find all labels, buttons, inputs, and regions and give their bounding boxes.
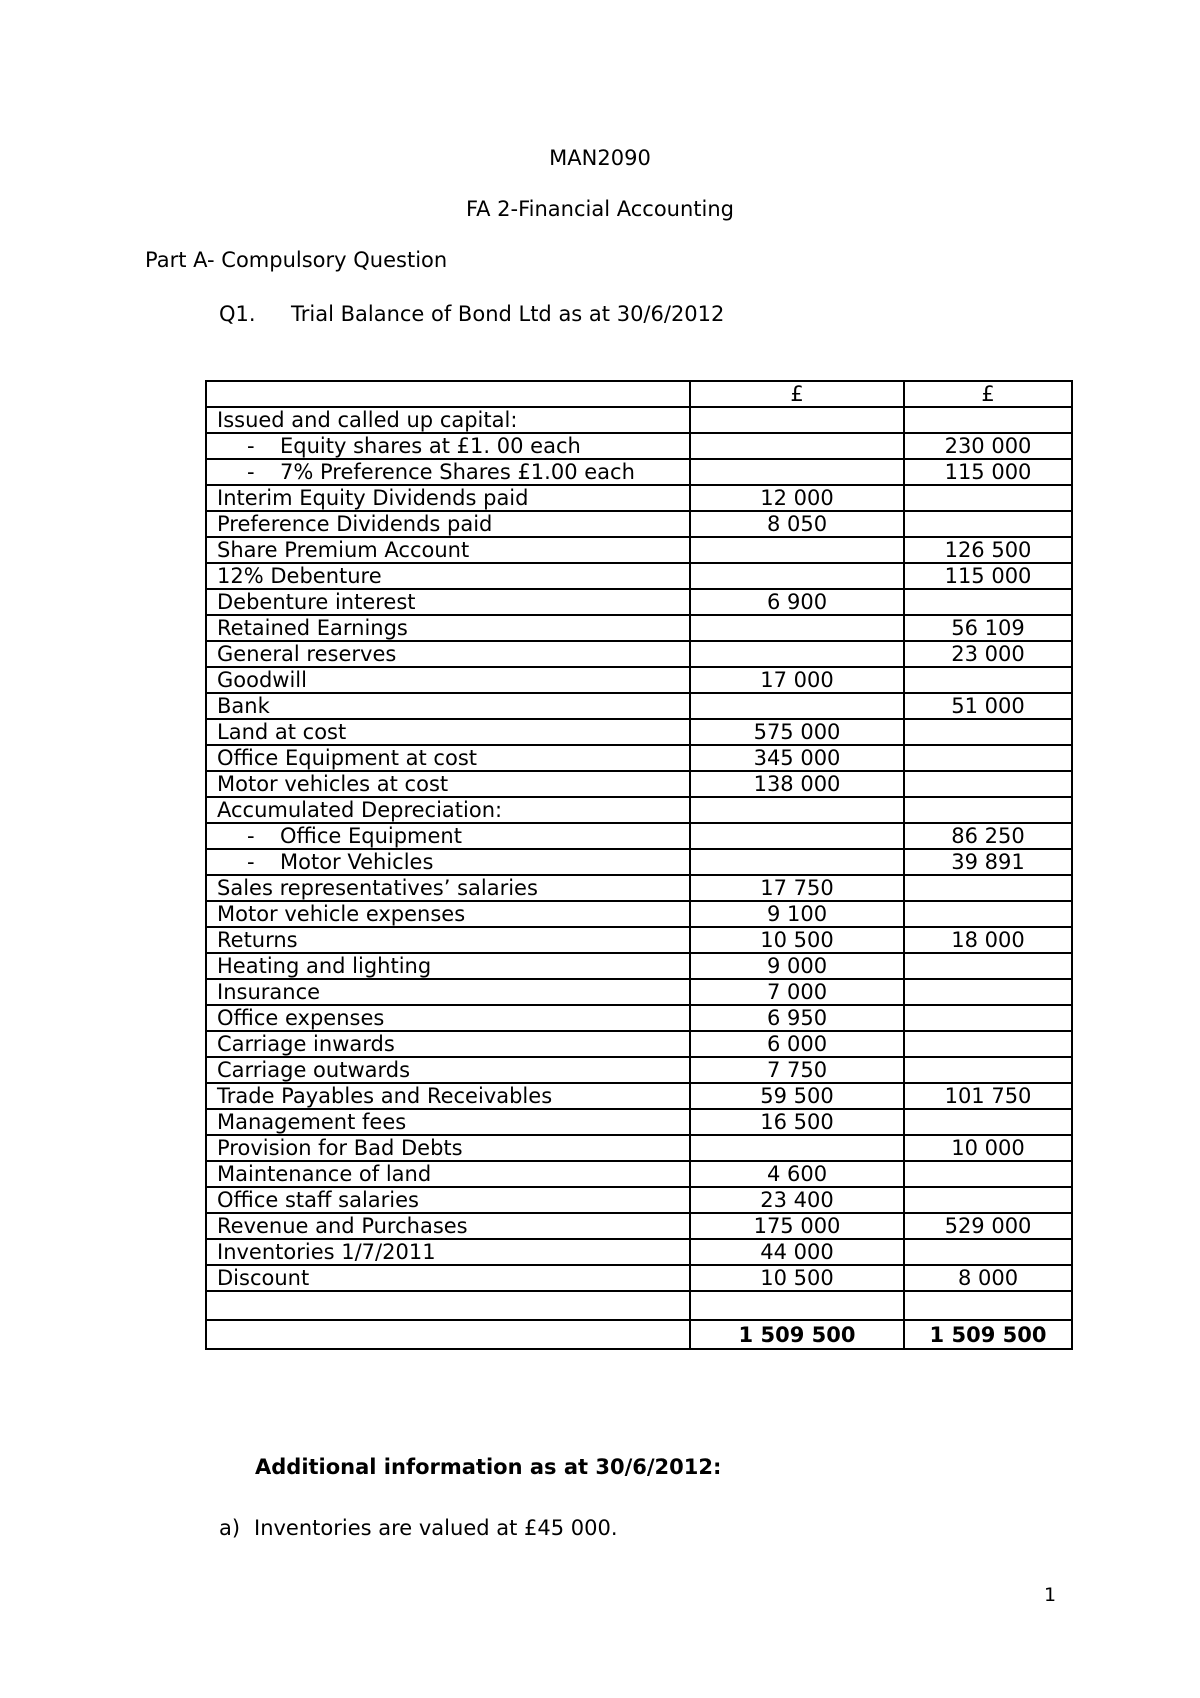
account-name-cell xyxy=(206,823,690,849)
debit-cell: 175 000 xyxy=(690,1213,904,1239)
account-name-cell: Bank xyxy=(206,693,690,719)
table-row xyxy=(206,589,1072,615)
account-name-cell: Carriage inwards xyxy=(206,1031,690,1057)
credit-cell xyxy=(904,1031,1072,1057)
sub-item-dash: - xyxy=(247,460,255,484)
debit-cell xyxy=(690,641,904,667)
table-row xyxy=(206,1187,1072,1213)
header-cell-debit: £ xyxy=(690,381,904,407)
table-row xyxy=(206,693,1072,719)
table-row xyxy=(206,537,1072,563)
credit-cell: 56 109 xyxy=(904,615,1072,641)
credit-cell: 8 000 xyxy=(904,1265,1072,1291)
credit-cell: 529 000 xyxy=(904,1213,1072,1239)
credit-cell: 115 000 xyxy=(904,459,1072,485)
note-text: Inventories are valued at £45 000. xyxy=(254,1516,618,1540)
debit-cell xyxy=(690,537,904,563)
blank-cell xyxy=(904,1291,1072,1320)
credit-cell: 126 500 xyxy=(904,537,1072,563)
debit-cell: 138 000 xyxy=(690,771,904,797)
credit-cell xyxy=(904,485,1072,511)
credit-cell xyxy=(904,667,1072,693)
blank-cell xyxy=(690,1291,904,1320)
account-name-cell: Preference Dividends paid xyxy=(206,511,690,537)
credit-cell: 115 000 xyxy=(904,563,1072,589)
credit-cell xyxy=(904,745,1072,771)
debit-cell: 12 000 xyxy=(690,485,904,511)
credit-cell: 23 000 xyxy=(904,641,1072,667)
table-row xyxy=(206,563,1072,589)
credit-cell: 10 000 xyxy=(904,1135,1072,1161)
debit-cell: 6 900 xyxy=(690,589,904,615)
debit-cell: 10 500 xyxy=(690,927,904,953)
account-name-cell xyxy=(206,459,690,485)
table-row xyxy=(206,667,1072,693)
total-label-cell xyxy=(206,1320,690,1349)
debit-cell: 7 000 xyxy=(690,979,904,1005)
table-row xyxy=(206,615,1072,641)
credit-cell xyxy=(904,1005,1072,1031)
table-row xyxy=(206,979,1072,1005)
debit-cell xyxy=(690,849,904,875)
account-name-cell: Provision for Bad Debts xyxy=(206,1135,690,1161)
debit-cell: 345 000 xyxy=(690,745,904,771)
account-name-cell: Returns xyxy=(206,927,690,953)
table-row xyxy=(206,1265,1072,1291)
sub-item-dash: - xyxy=(247,824,255,848)
credit-cell: 101 750 xyxy=(904,1083,1072,1109)
credit-cell xyxy=(904,979,1072,1005)
account-name-cell: Share Premium Account xyxy=(206,537,690,563)
account-name-cell: Debenture interest xyxy=(206,589,690,615)
credit-cell xyxy=(904,1109,1072,1135)
debit-cell xyxy=(690,1135,904,1161)
credit-cell xyxy=(904,1187,1072,1213)
account-name-cell: 12% Debenture xyxy=(206,563,690,589)
account-name: Equity shares at £1. 00 each xyxy=(280,434,581,458)
credit-cell xyxy=(904,511,1072,537)
account-name-cell: Trade Payables and Receivables xyxy=(206,1083,690,1109)
account-name-cell xyxy=(206,849,690,875)
debit-cell: 9 000 xyxy=(690,953,904,979)
table-row xyxy=(206,875,1072,901)
account-name-cell: Sales representatives’ salaries xyxy=(206,875,690,901)
account-name-cell: Goodwill xyxy=(206,667,690,693)
credit-cell xyxy=(904,1239,1072,1265)
table-row xyxy=(206,927,1072,953)
total-credit-cell: 1 509 500 xyxy=(904,1320,1072,1349)
course-title: FA 2-Financial Accounting xyxy=(465,197,735,221)
header-cell-credit: £ xyxy=(904,381,1072,407)
credit-cell xyxy=(904,771,1072,797)
debit-cell xyxy=(690,823,904,849)
account-name-cell: Retained Earnings xyxy=(206,615,690,641)
account-name-cell: Discount xyxy=(206,1265,690,1291)
question-number: Q1. xyxy=(219,302,256,326)
debit-cell xyxy=(690,433,904,459)
debit-cell xyxy=(690,693,904,719)
account-name-cell xyxy=(206,433,690,459)
account-name-cell: Carriage outwards xyxy=(206,1057,690,1083)
account-name-cell: Accumulated Depreciation: xyxy=(206,797,690,823)
question-title: Trial Balance of Bond Ltd as at 30/6/2012 xyxy=(291,302,725,326)
table-row xyxy=(206,849,1072,875)
trial-balance-table xyxy=(205,380,1073,1350)
account-name-cell: Office expenses xyxy=(206,1005,690,1031)
account-name-cell: Land at cost xyxy=(206,719,690,745)
credit-cell xyxy=(904,1057,1072,1083)
table-row xyxy=(206,1239,1072,1265)
table-row xyxy=(206,407,1072,433)
table-row xyxy=(206,459,1072,485)
account-name-cell: Office staff salaries xyxy=(206,1187,690,1213)
table-row xyxy=(206,1005,1072,1031)
account-name-cell: Heating and lighting xyxy=(206,953,690,979)
credit-cell: 51 000 xyxy=(904,693,1072,719)
table-row xyxy=(206,1213,1072,1239)
account-name: Office Equipment xyxy=(280,824,462,848)
debit-cell: 44 000 xyxy=(690,1239,904,1265)
credit-cell: 39 891 xyxy=(904,849,1072,875)
account-name-cell: Motor vehicle expenses xyxy=(206,901,690,927)
credit-cell xyxy=(904,797,1072,823)
debit-cell xyxy=(690,407,904,433)
account-name-cell: Office Equipment at cost xyxy=(206,745,690,771)
table-row xyxy=(206,745,1072,771)
blank-cell xyxy=(206,1291,690,1320)
part-heading: Part A- Compulsory Question xyxy=(145,248,448,272)
table-header-row xyxy=(206,381,1072,407)
account-name-cell: Revenue and Purchases xyxy=(206,1213,690,1239)
total-row xyxy=(206,1320,1072,1349)
table-row xyxy=(206,797,1072,823)
additional-info-heading: Additional information as at 30/6/2012: xyxy=(255,1455,722,1479)
trial-balance-body xyxy=(206,381,1072,1349)
account-name-cell: Maintenance of land xyxy=(206,1161,690,1187)
credit-cell: 18 000 xyxy=(904,927,1072,953)
debit-cell: 575 000 xyxy=(690,719,904,745)
debit-cell: 6 950 xyxy=(690,1005,904,1031)
table-row xyxy=(206,1057,1072,1083)
debit-cell: 4 600 xyxy=(690,1161,904,1187)
account-name-cell: General reserves xyxy=(206,641,690,667)
debit-cell xyxy=(690,563,904,589)
credit-cell xyxy=(904,1161,1072,1187)
debit-cell: 6 000 xyxy=(690,1031,904,1057)
debit-cell: 9 100 xyxy=(690,901,904,927)
credit-cell xyxy=(904,589,1072,615)
table-row xyxy=(206,641,1072,667)
debit-cell: 16 500 xyxy=(690,1109,904,1135)
table-row xyxy=(206,511,1072,537)
sub-item-dash: - xyxy=(247,434,255,458)
table-row xyxy=(206,771,1072,797)
table-row xyxy=(206,433,1072,459)
header-cell-account xyxy=(206,381,690,407)
debit-cell xyxy=(690,615,904,641)
total-debit-cell: 1 509 500 xyxy=(690,1320,904,1349)
blank-row xyxy=(206,1291,1072,1320)
sub-item-dash: - xyxy=(247,850,255,874)
table-row xyxy=(206,1161,1072,1187)
credit-cell xyxy=(904,953,1072,979)
credit-cell xyxy=(904,875,1072,901)
credit-cell xyxy=(904,719,1072,745)
debit-cell: 17 000 xyxy=(690,667,904,693)
debit-cell xyxy=(690,797,904,823)
debit-cell: 10 500 xyxy=(690,1265,904,1291)
debit-cell: 8 050 xyxy=(690,511,904,537)
credit-cell: 86 250 xyxy=(904,823,1072,849)
account-name-cell: Management fees xyxy=(206,1109,690,1135)
credit-cell xyxy=(904,407,1072,433)
account-name-cell: Insurance xyxy=(206,979,690,1005)
account-name-cell: Motor vehicles at cost xyxy=(206,771,690,797)
course-code: MAN2090 xyxy=(549,146,651,170)
debit-cell: 7 750 xyxy=(690,1057,904,1083)
account-name: Motor Vehicles xyxy=(280,850,434,874)
debit-cell: 59 500 xyxy=(690,1083,904,1109)
account-name: 7% Preference Shares £1.00 each xyxy=(280,460,635,484)
table-row xyxy=(206,1109,1072,1135)
debit-cell xyxy=(690,459,904,485)
account-name-cell: Inventories 1/7/2011 xyxy=(206,1239,690,1265)
note-letter: a) xyxy=(219,1516,241,1540)
table-row xyxy=(206,901,1072,927)
credit-cell xyxy=(904,901,1072,927)
table-row xyxy=(206,485,1072,511)
table-row xyxy=(206,1135,1072,1161)
table-row xyxy=(206,719,1072,745)
table-row xyxy=(206,953,1072,979)
account-name-cell: Interim Equity Dividends paid xyxy=(206,485,690,511)
debit-cell: 23 400 xyxy=(690,1187,904,1213)
debit-cell: 17 750 xyxy=(690,875,904,901)
table-row xyxy=(206,823,1072,849)
credit-cell: 230 000 xyxy=(904,433,1072,459)
page-number: 1 xyxy=(1044,1584,1057,1606)
table-row xyxy=(206,1031,1072,1057)
table-row xyxy=(206,1083,1072,1109)
account-name-cell: Issued and called up capital: xyxy=(206,407,690,433)
